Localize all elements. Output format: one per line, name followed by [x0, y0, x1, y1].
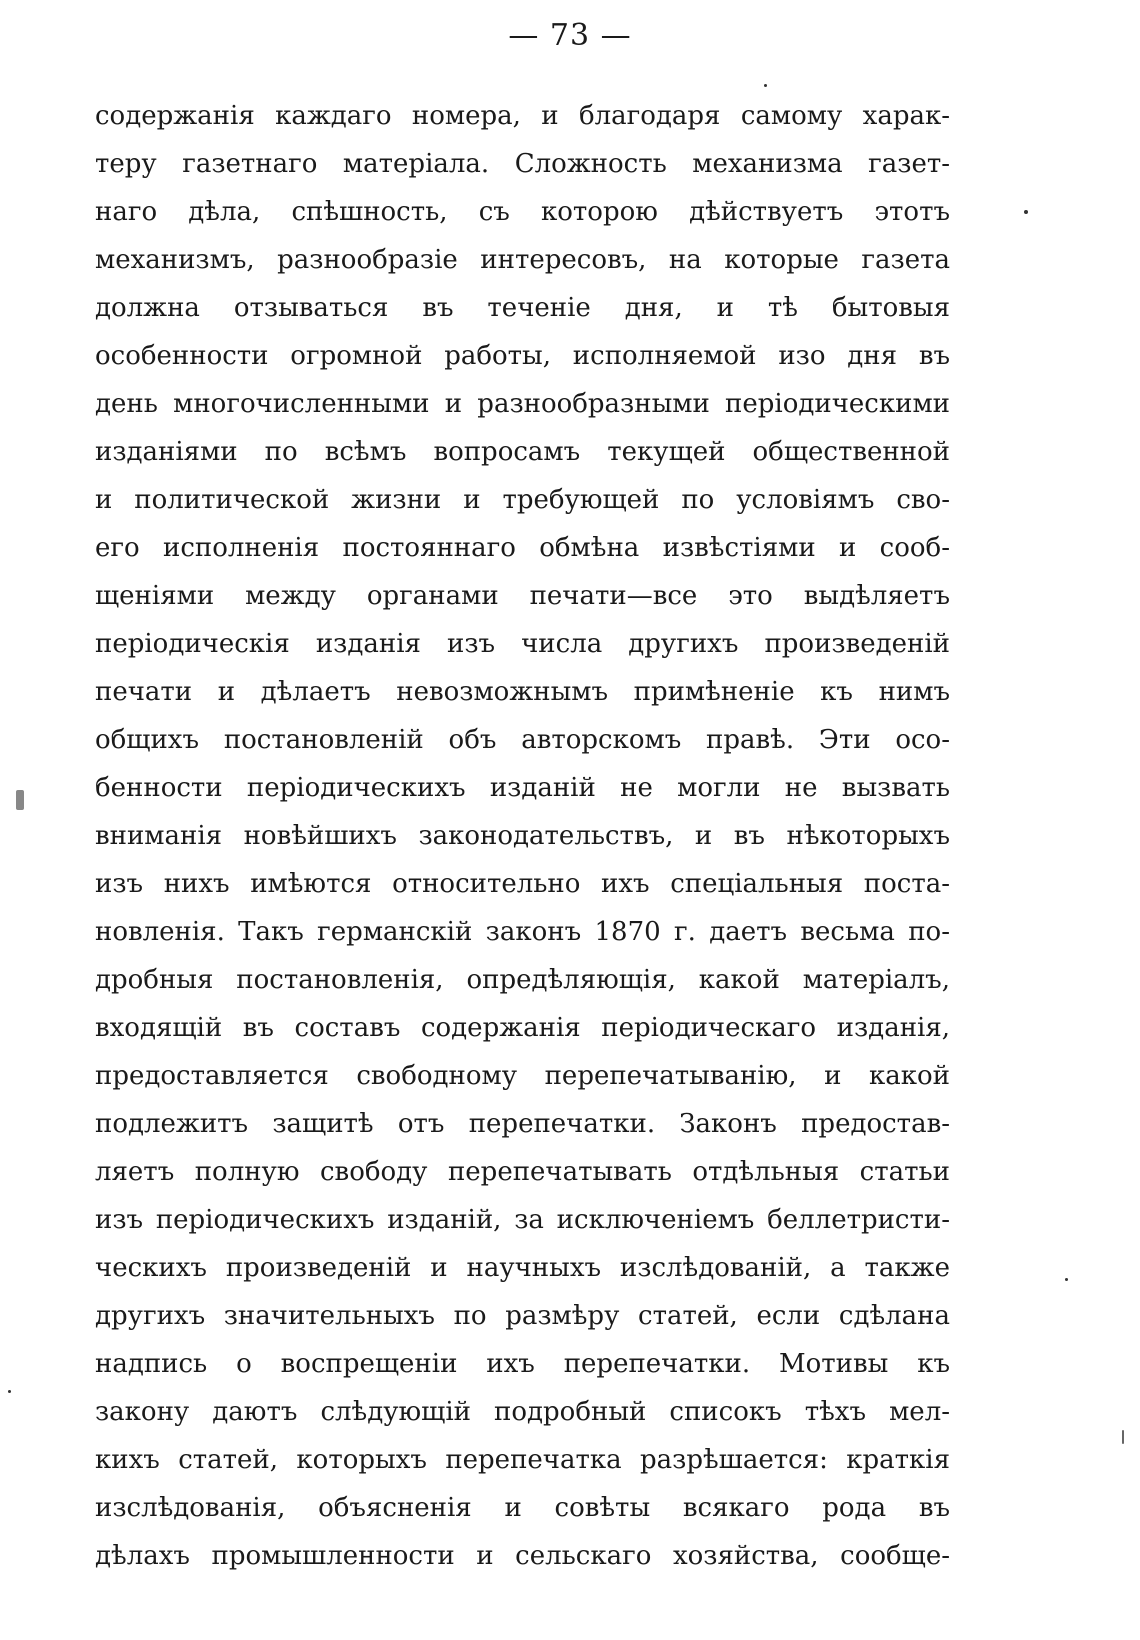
- text-line: щеніями между органами печати—все это выдѣляетъ: [95, 581, 950, 611]
- text-line: изслѣдованія, объясненія и совѣты всякаго рода въ: [95, 1493, 950, 1523]
- text-line: должна отзываться въ теченіе дня, и тѣ бытовыя: [95, 293, 950, 323]
- text-line: дѣлахъ промышленности и сельскаго хозяйства, сообще-: [95, 1541, 950, 1571]
- body-text: [95, 92, 950, 1580]
- text-line: наго дѣла, спѣшность, съ которою дѣйствуетъ этотъ: [95, 197, 950, 227]
- text-line: періодическія изданія изъ числа другихъ произведеній: [95, 629, 950, 659]
- text-line: содержанія каждаго номера, и благодаря самому харак-: [95, 101, 950, 131]
- text-line: вниманія новѣйшихъ законодательствъ, и въ нѣкоторыхъ: [95, 821, 950, 851]
- text-line: закону даютъ слѣдующій подробный списокъ тѣхъ мел-: [95, 1397, 950, 1427]
- scan-speck: [1065, 1278, 1068, 1281]
- scan-speck: [1122, 1430, 1124, 1444]
- text-line: особенности огромной работы, исполняемой изо дня въ: [95, 341, 950, 371]
- page-number: — 73 —: [508, 18, 632, 53]
- scan-speck: [16, 790, 24, 810]
- text-line: механизмъ, разнообразіе интересовъ, на которые газета: [95, 245, 950, 275]
- text-line: теру газетнаго матеріала. Сложность механизма газет-: [95, 149, 950, 179]
- text-line: подлежитъ защитѣ отъ перепечатки. Законъ предостав-: [95, 1109, 950, 1139]
- text-line: изданіями по всѣмъ вопросамъ текущей общественной: [95, 437, 950, 467]
- scan-speck: [8, 1390, 11, 1393]
- text-line: и политической жизни и требующей по условіямъ сво-: [95, 485, 950, 515]
- text-line: надпись о воспрещеніи ихъ перепечатки. Мотивы къ: [95, 1349, 950, 1379]
- text-line: ляетъ полную свободу перепечатывать отдѣльныя статьи: [95, 1157, 950, 1187]
- text-line: бенности періодическихъ изданій не могли не вызвать: [95, 773, 950, 803]
- scan-speck: [764, 84, 767, 87]
- text-line: входящій въ составъ содержанія періодическаго изданія,: [95, 1013, 950, 1043]
- scan-speck: [1024, 210, 1028, 214]
- text-line: дробныя постановленія, опредѣляющія, какой матеріалъ,: [95, 965, 950, 995]
- text-line: кихъ статей, которыхъ перепечатка разрѣшается: краткія: [95, 1445, 950, 1475]
- text-line: его исполненія постояннаго обмѣна извѣстіями и сооб-: [95, 533, 950, 563]
- text-line: печати и дѣлаетъ невозможнымъ примѣненіе къ нимъ: [95, 677, 950, 707]
- text-line: общихъ постановленій объ авторскомъ правѣ. Эти осо-: [95, 725, 950, 755]
- text-line: день многочисленными и разнообразными періодическими: [95, 389, 950, 419]
- text-line: изъ періодическихъ изданій, за исключеніемъ беллетристи-: [95, 1205, 950, 1235]
- text-line: новленія. Такъ германскій законъ 1870 г. даетъ весьма по-: [95, 917, 950, 947]
- text-line: изъ нихъ имѣются относительно ихъ спеціальныя поста-: [95, 869, 950, 899]
- text-line: предоставляется свободному перепечатыванію, и какой: [95, 1061, 950, 1091]
- text-line: ческихъ произведеній и научныхъ изслѣдованій, а также: [95, 1253, 950, 1283]
- text-line: другихъ значительныхъ по размѣру статей, если сдѣлана: [95, 1301, 950, 1331]
